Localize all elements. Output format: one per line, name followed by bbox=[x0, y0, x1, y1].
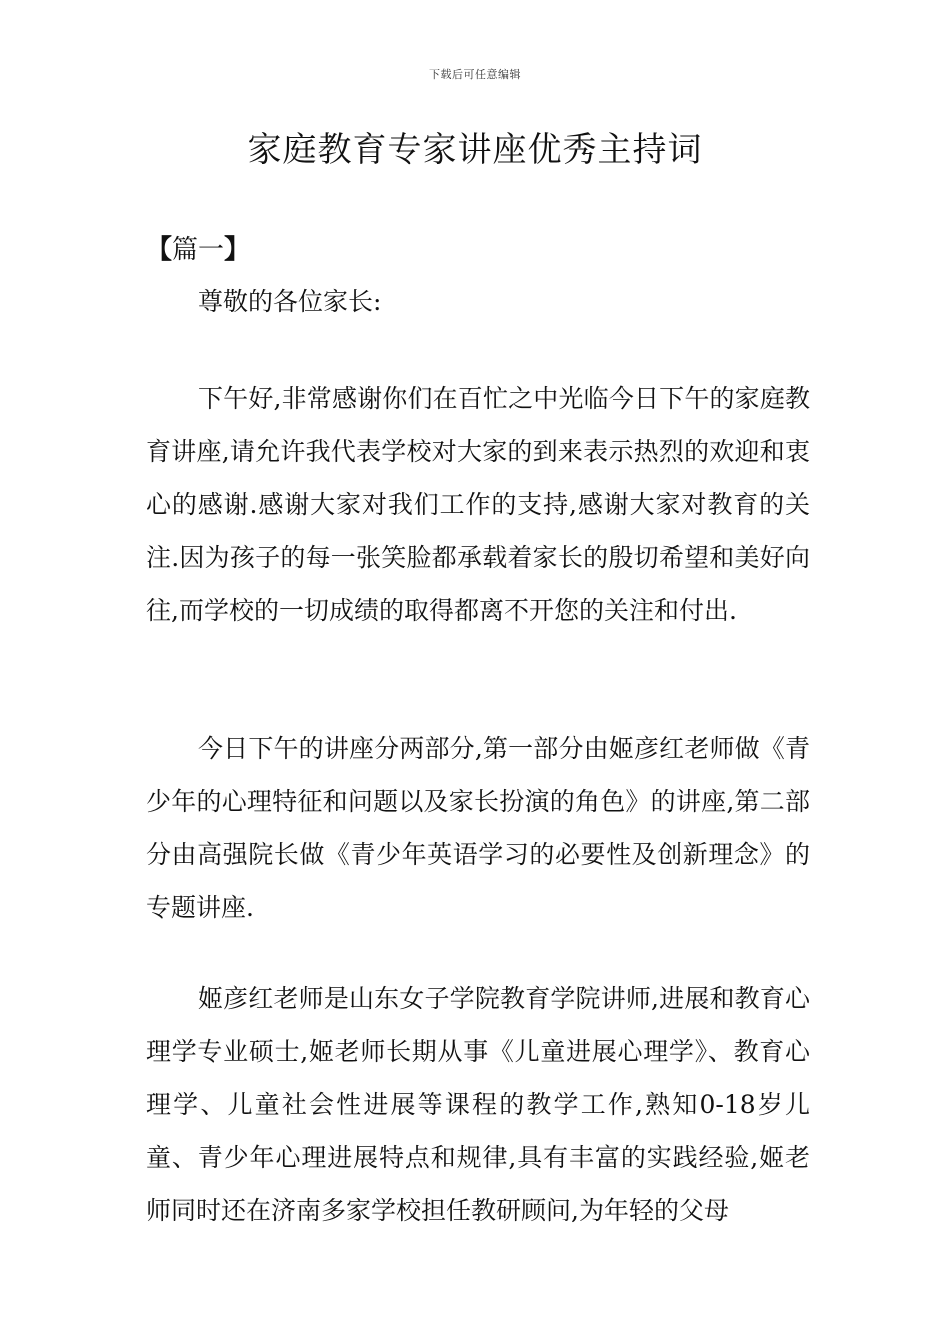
section-label-text: 篇一 bbox=[172, 235, 225, 265]
section-bracket-close: 】 bbox=[224, 235, 251, 265]
header-note: 下载后可任意编辑 bbox=[429, 68, 521, 81]
section-label bbox=[146, 228, 250, 272]
salutation: 尊敬的各位家长: bbox=[198, 287, 382, 316]
paragraph-1: 下午好,非常感谢你们在百忙之中光临今日下午的家庭教育讲座,请允许我代表学校对大家的到来表示热烈的欢迎和衷心的感谢.感谢大家对我们工作的支持,感谢大家对教育的关注.因为孩子的每一张笑脸都承载着家长的殷切希望和美好向往,而学校的一切成绩的取得都离不开您的关注和付出. bbox=[146, 384, 810, 625]
paragraph-2: 今日下午的讲座分两部分,第一部分由姬彦红老师做《青少年的心理特征和问题以及家长扮演的角色》的讲座,第二部分由高强院长做《青少年英语学习的必要性及创新理念》的专题讲座. bbox=[146, 734, 810, 922]
paragraph-3: 姬彦红老师是山东女子学院教育学院讲师,进展和教育心理学专业硕士,姬老师长期从事《儿童进展心理学》、教育心理学、儿童社会性进展等课程的教学工作,熟知0-18岁儿童、青少年心理进展特点和规律,具有丰富的实践经验,姬老师同时还在济南多家学校担任教研顾问,为年轻的父母 bbox=[146, 984, 810, 1225]
document-title: 家庭教育专家讲座优秀主持词 bbox=[247, 130, 703, 170]
section-bracket-open: 【 bbox=[146, 235, 173, 265]
